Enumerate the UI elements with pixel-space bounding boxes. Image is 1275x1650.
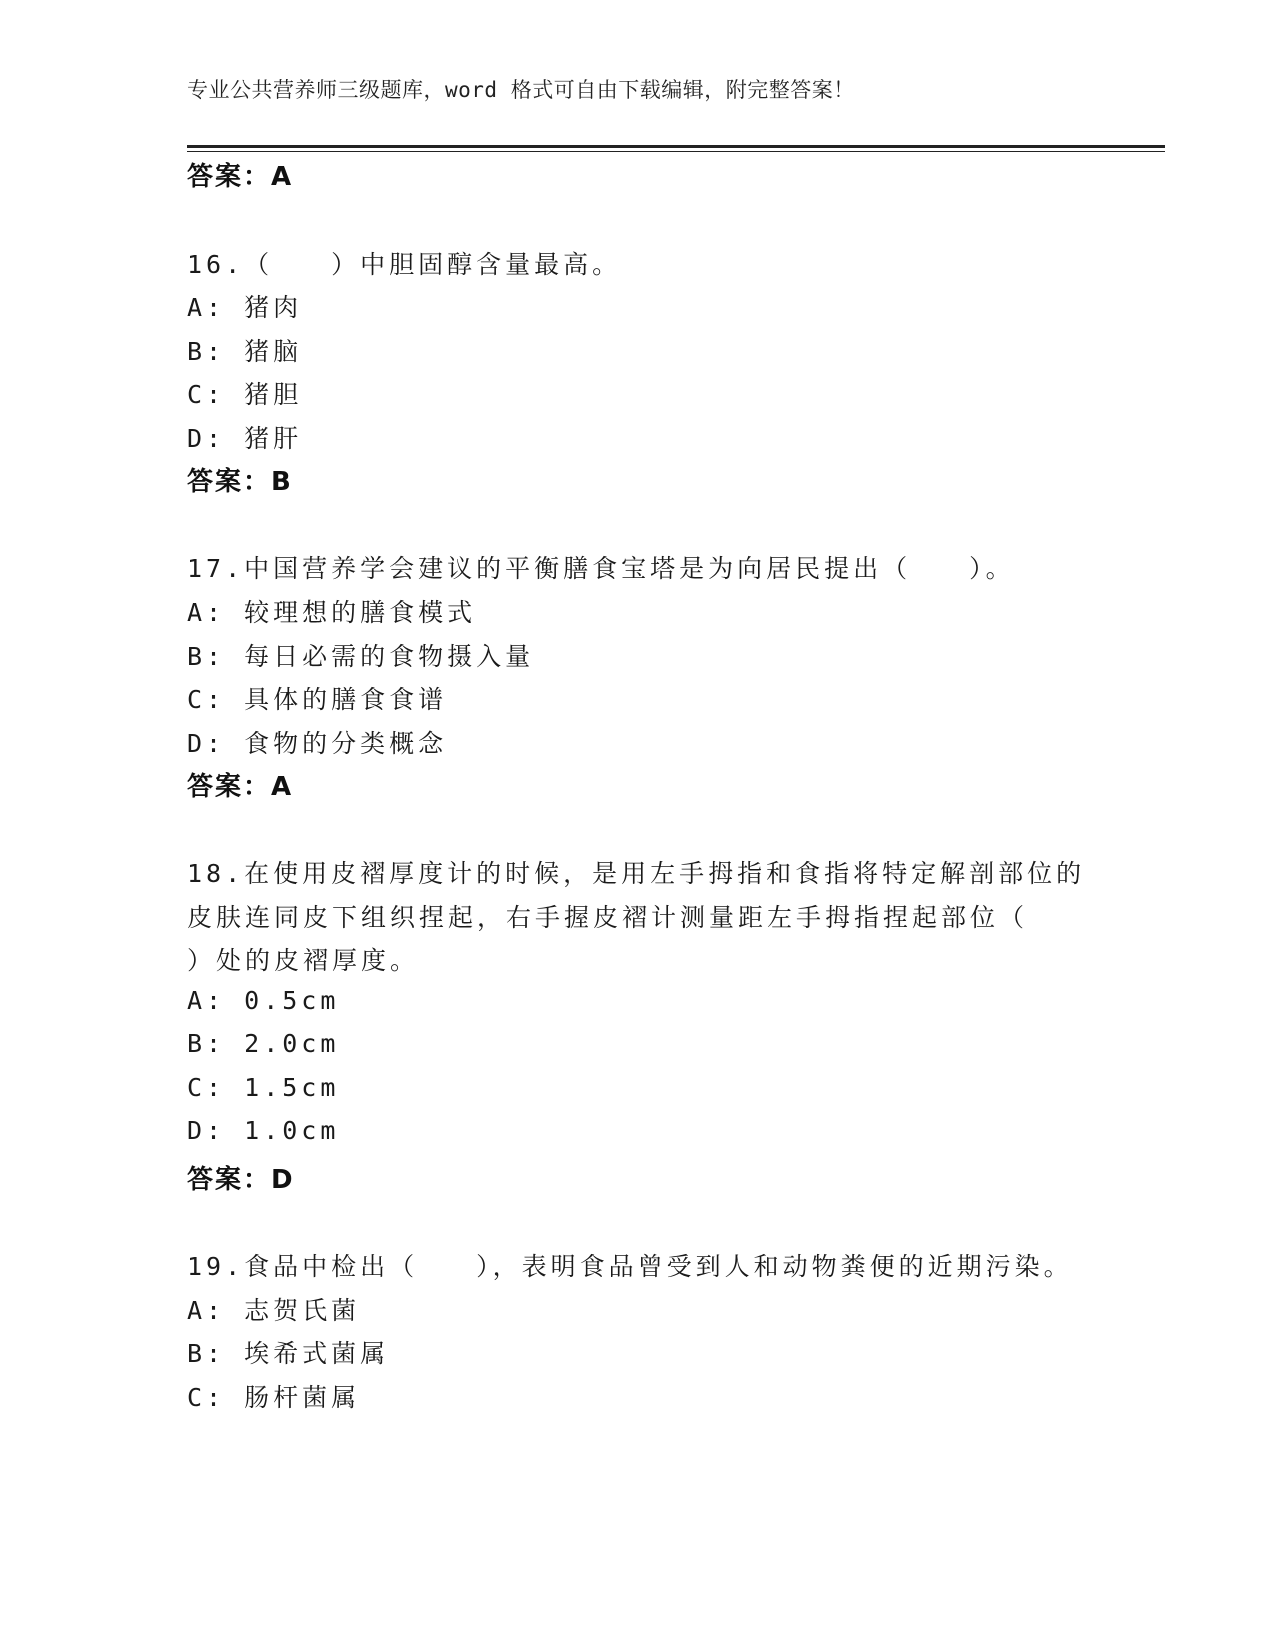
- question-17-option-a: A: 较理想的膳食模式: [187, 598, 477, 627]
- question-17-answer: 答案：A: [187, 772, 294, 802]
- question-17-stem: 17.中国营养学会建议的平衡膳食宝塔是为向居民提出（ ）。: [187, 554, 1015, 583]
- header-rule-thin: [187, 151, 1165, 152]
- page-header: 专业公共营养师三级题库，word 格式可自由下载编辑，附完整答案！: [187, 78, 855, 102]
- question-16-option-b: B: 猪脑: [187, 337, 303, 366]
- question-18-stem-line-2: 皮肤连同皮下组织捏起，右手握皮褶计测量距左手拇指捏起部位（: [187, 903, 1029, 932]
- question-16-option-d: D: 猪肝: [187, 424, 303, 453]
- answer-prev: 答案：A: [187, 162, 294, 192]
- question-16-answer: 答案：B: [187, 467, 293, 497]
- question-19-option-a: A: 志贺氏菌: [187, 1296, 361, 1325]
- question-19-option-b: B: 埃希式菌属: [187, 1339, 390, 1368]
- question-16-stem: 16.（ ）中胆固醇含量最高。: [187, 250, 622, 279]
- question-17-option-b: B: 每日必需的食物摄入量: [187, 642, 535, 671]
- question-19-option-c: C: 肠杆菌属: [187, 1383, 361, 1412]
- question-18-option-d: D: 1.0cm: [187, 1116, 340, 1145]
- question-18-stem-line-1: 18.在使用皮褶厚度计的时候，是用左手拇指和食指将特定解剖部位的: [187, 859, 1086, 888]
- question-18-option-b: B: 2.0cm: [187, 1029, 340, 1058]
- question-17-option-d: D: 食物的分类概念: [187, 729, 448, 758]
- question-19-stem: 19.食品中检出（ ），表明食品曾受到人和动物粪便的近期污染。: [187, 1252, 1073, 1281]
- question-18-stem-line-3: ）处的皮褶厚度。: [187, 946, 420, 975]
- question-18-answer: 答案：D: [187, 1165, 295, 1195]
- question-17-option-c: C: 具体的膳食食谱: [187, 685, 448, 714]
- question-18-option-a: A: 0.5cm: [187, 986, 340, 1015]
- header-rule-thick: [187, 145, 1165, 148]
- question-18-option-c: C: 1.5cm: [187, 1073, 340, 1102]
- question-16-option-c: C: 猪胆: [187, 380, 303, 409]
- question-16-option-a: A: 猪肉: [187, 293, 303, 322]
